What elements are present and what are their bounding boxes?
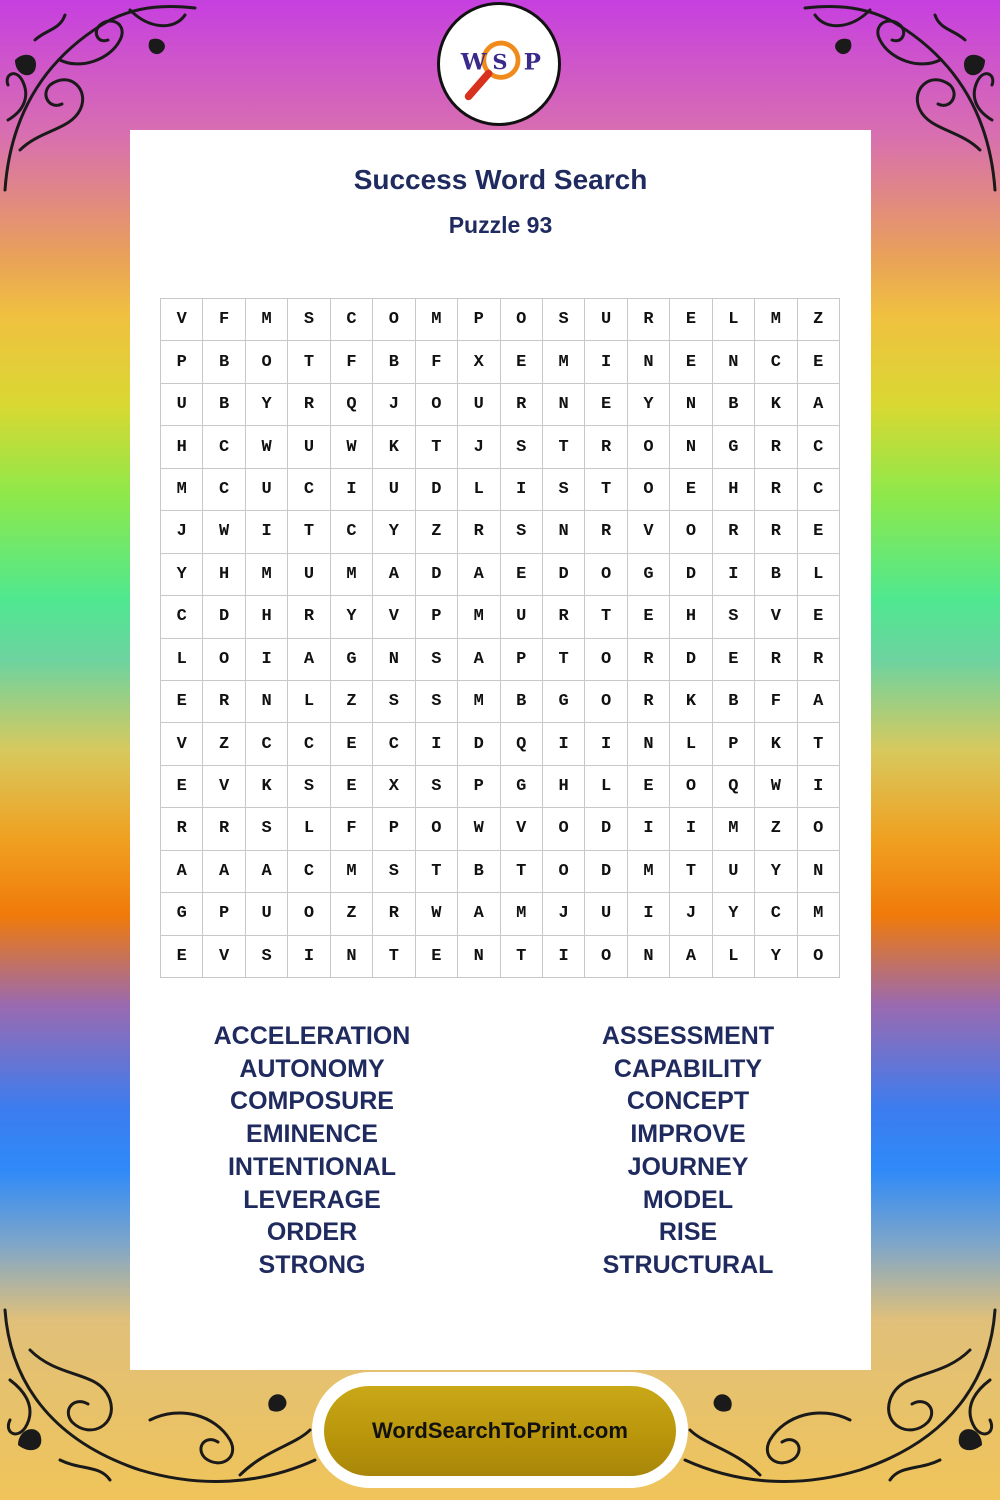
grid-cell[interactable]: P bbox=[161, 341, 203, 383]
grid-cell[interactable]: L bbox=[670, 723, 712, 765]
word-list-item: MODEL bbox=[642, 1185, 734, 1214]
grid-cell[interactable]: F bbox=[331, 808, 373, 850]
grid-cell[interactable]: V bbox=[628, 511, 670, 553]
grid-cell[interactable]: W bbox=[416, 893, 458, 935]
grid-cell[interactable]: O bbox=[246, 341, 288, 383]
grid-cell[interactable]: B bbox=[203, 384, 245, 426]
grid-cell[interactable]: Y bbox=[628, 384, 670, 426]
grid-cell[interactable]: R bbox=[713, 511, 755, 553]
word-list-left bbox=[162, 1020, 462, 1282]
site-link[interactable]: WordSearchToPrint.com bbox=[324, 1386, 676, 1476]
grid-cell[interactable]: S bbox=[501, 511, 543, 553]
grid-cell[interactable]: R bbox=[755, 639, 797, 681]
grid-cell[interactable]: S bbox=[416, 639, 458, 681]
grid-cell[interactable]: M bbox=[331, 851, 373, 893]
grid-cell[interactable]: I bbox=[585, 341, 627, 383]
grid-cell[interactable]: Y bbox=[373, 511, 415, 553]
grid-cell[interactable]: E bbox=[670, 299, 712, 341]
grid-cell[interactable]: I bbox=[628, 808, 670, 850]
grid-cell[interactable]: E bbox=[628, 596, 670, 638]
puzzle-sheet bbox=[130, 130, 871, 1370]
grid-cell[interactable]: R bbox=[628, 681, 670, 723]
grid-cell[interactable]: A bbox=[798, 384, 840, 426]
grid-cell[interactable]: N bbox=[670, 426, 712, 468]
grid-cell[interactable]: O bbox=[288, 893, 330, 935]
grid-cell[interactable]: E bbox=[161, 681, 203, 723]
grid-cell[interactable]: N bbox=[246, 681, 288, 723]
grid-cell[interactable]: Z bbox=[331, 893, 373, 935]
grid-cell[interactable]: I bbox=[543, 723, 585, 765]
grid-cell[interactable]: I bbox=[331, 469, 373, 511]
grid-cell[interactable]: C bbox=[246, 723, 288, 765]
word-list-item: COMPOSURE bbox=[230, 1087, 394, 1116]
grid-cell[interactable]: U bbox=[501, 596, 543, 638]
grid-cell[interactable]: D bbox=[670, 639, 712, 681]
grid-cell[interactable]: V bbox=[373, 596, 415, 638]
grid-cell[interactable]: F bbox=[203, 299, 245, 341]
grid-cell[interactable]: S bbox=[416, 766, 458, 808]
grid-cell[interactable]: X bbox=[458, 341, 500, 383]
grid-cell[interactable]: Z bbox=[331, 681, 373, 723]
grid-cell[interactable]: D bbox=[585, 808, 627, 850]
grid-cell[interactable]: R bbox=[203, 681, 245, 723]
grid-cell[interactable]: M bbox=[543, 341, 585, 383]
grid-cell[interactable]: R bbox=[628, 639, 670, 681]
grid-cell[interactable]: O bbox=[543, 808, 585, 850]
grid-cell[interactable]: T bbox=[373, 936, 415, 978]
grid-cell[interactable]: M bbox=[246, 299, 288, 341]
grid-cell[interactable]: D bbox=[670, 554, 712, 596]
grid-cell[interactable]: S bbox=[288, 766, 330, 808]
grid-cell[interactable]: R bbox=[543, 596, 585, 638]
grid-cell[interactable]: V bbox=[203, 936, 245, 978]
grid-cell[interactable]: K bbox=[373, 426, 415, 468]
grid-cell[interactable]: B bbox=[713, 384, 755, 426]
grid-cell[interactable]: Y bbox=[246, 384, 288, 426]
grid-cell[interactable]: A bbox=[161, 851, 203, 893]
grid-cell[interactable]: N bbox=[543, 511, 585, 553]
grid-cell[interactable]: S bbox=[373, 681, 415, 723]
grid-cell[interactable]: N bbox=[628, 723, 670, 765]
grid-cell[interactable]: L bbox=[161, 639, 203, 681]
grid-cell[interactable]: C bbox=[798, 469, 840, 511]
grid-cell[interactable]: P bbox=[416, 596, 458, 638]
grid-cell[interactable]: J bbox=[670, 893, 712, 935]
grid-cell[interactable]: C bbox=[798, 426, 840, 468]
grid-cell[interactable]: B bbox=[458, 851, 500, 893]
grid-cell[interactable]: O bbox=[670, 766, 712, 808]
grid-cell[interactable]: H bbox=[246, 596, 288, 638]
grid-cell[interactable]: T bbox=[501, 936, 543, 978]
grid-cell[interactable]: M bbox=[161, 469, 203, 511]
grid-cell[interactable]: O bbox=[798, 936, 840, 978]
grid-cell[interactable]: T bbox=[670, 851, 712, 893]
grid-cell[interactable]: A bbox=[246, 851, 288, 893]
grid-cell[interactable]: V bbox=[161, 723, 203, 765]
grid-cell[interactable]: T bbox=[288, 511, 330, 553]
grid-cell[interactable]: C bbox=[288, 469, 330, 511]
grid-cell[interactable]: E bbox=[331, 723, 373, 765]
grid-cell[interactable]: C bbox=[203, 469, 245, 511]
grid-cell[interactable]: C bbox=[288, 851, 330, 893]
grid-cell[interactable]: T bbox=[501, 851, 543, 893]
grid-cell[interactable]: C bbox=[331, 511, 373, 553]
puzzle-number: Puzzle 93 bbox=[448, 212, 553, 238]
grid-cell[interactable]: P bbox=[203, 893, 245, 935]
grid-cell[interactable]: K bbox=[755, 723, 797, 765]
grid-cell[interactable]: O bbox=[628, 426, 670, 468]
grid-cell[interactable]: R bbox=[161, 808, 203, 850]
grid-cell[interactable]: U bbox=[373, 469, 415, 511]
grid-cell[interactable]: R bbox=[501, 384, 543, 426]
grid-cell[interactable]: Z bbox=[798, 299, 840, 341]
grid-cell[interactable]: A bbox=[288, 639, 330, 681]
grid-cell[interactable]: A bbox=[373, 554, 415, 596]
grid-cell[interactable]: Y bbox=[755, 936, 797, 978]
wsp-logo[interactable] bbox=[437, 2, 561, 126]
grid-cell[interactable]: E bbox=[670, 469, 712, 511]
grid-cell[interactable]: G bbox=[713, 426, 755, 468]
grid-cell[interactable]: N bbox=[543, 384, 585, 426]
grid-cell[interactable]: O bbox=[203, 639, 245, 681]
grid-cell[interactable]: B bbox=[373, 341, 415, 383]
grid-cell[interactable]: P bbox=[373, 808, 415, 850]
grid-cell[interactable]: T bbox=[585, 469, 627, 511]
grid-cell[interactable]: Y bbox=[161, 554, 203, 596]
grid-cell[interactable]: M bbox=[458, 681, 500, 723]
word-list-right bbox=[538, 1020, 838, 1282]
grid-cell[interactable]: C bbox=[203, 426, 245, 468]
grid-cell[interactable]: H bbox=[670, 596, 712, 638]
grid-cell[interactable]: E bbox=[713, 639, 755, 681]
grid-cell[interactable]: R bbox=[755, 469, 797, 511]
grid-cell[interactable]: X bbox=[373, 766, 415, 808]
grid-cell[interactable]: L bbox=[798, 554, 840, 596]
grid-cell[interactable]: O bbox=[585, 554, 627, 596]
grid-cell[interactable]: O bbox=[628, 469, 670, 511]
footer-badge bbox=[312, 1372, 688, 1488]
word-list-item: ASSESSMENT bbox=[601, 1022, 775, 1050]
grid-cell[interactable]: E bbox=[161, 936, 203, 978]
grid-cell[interactable]: E bbox=[798, 511, 840, 553]
grid-cell[interactable]: W bbox=[331, 426, 373, 468]
grid-cell[interactable]: D bbox=[203, 596, 245, 638]
grid-cell[interactable]: R bbox=[458, 511, 500, 553]
grid-cell[interactable]: A bbox=[670, 936, 712, 978]
grid-cell[interactable]: A bbox=[458, 639, 500, 681]
grid-cell[interactable]: I bbox=[585, 723, 627, 765]
word-list-item: INTENTIONAL bbox=[227, 1152, 397, 1181]
word-list-item: ORDER bbox=[266, 1218, 358, 1247]
grid-cell[interactable]: C bbox=[373, 723, 415, 765]
word-list-item: CAPABILITY bbox=[613, 1054, 763, 1083]
grid-cell[interactable]: S bbox=[246, 936, 288, 978]
letter-grid bbox=[160, 298, 840, 978]
grid-cell[interactable]: O bbox=[543, 851, 585, 893]
grid-cell[interactable]: S bbox=[288, 299, 330, 341]
grid-cell[interactable]: O bbox=[501, 299, 543, 341]
grid-cell[interactable]: B bbox=[203, 341, 245, 383]
grid-cell[interactable]: M bbox=[246, 554, 288, 596]
grid-cell[interactable]: K bbox=[670, 681, 712, 723]
grid-cell[interactable]: O bbox=[585, 936, 627, 978]
grid-cell[interactable]: D bbox=[416, 554, 458, 596]
grid-cell[interactable]: H bbox=[543, 766, 585, 808]
grid-cell[interactable]: M bbox=[416, 299, 458, 341]
grid-cell[interactable]: I bbox=[416, 723, 458, 765]
grid-cell[interactable]: E bbox=[670, 341, 712, 383]
grid-cell[interactable]: N bbox=[373, 639, 415, 681]
grid-cell[interactable]: L bbox=[458, 469, 500, 511]
logo-letter-p: P bbox=[523, 49, 541, 76]
grid-cell[interactable]: R bbox=[798, 639, 840, 681]
grid-cell[interactable]: E bbox=[798, 596, 840, 638]
grid-cell[interactable]: W bbox=[246, 426, 288, 468]
grid-cell[interactable]: E bbox=[501, 341, 543, 383]
logo-letter-w: W bbox=[460, 49, 487, 76]
grid-cell[interactable]: L bbox=[288, 808, 330, 850]
grid-cell[interactable]: E bbox=[628, 766, 670, 808]
grid-cell[interactable]: H bbox=[713, 469, 755, 511]
grid-cell[interactable]: T bbox=[798, 723, 840, 765]
word-list-item: RISE bbox=[658, 1218, 718, 1247]
grid-cell[interactable]: R bbox=[373, 893, 415, 935]
grid-cell[interactable]: T bbox=[585, 596, 627, 638]
grid-cell[interactable]: N bbox=[670, 384, 712, 426]
grid-cell[interactable]: R bbox=[288, 596, 330, 638]
grid-cell[interactable]: U bbox=[288, 426, 330, 468]
grid-cell[interactable]: N bbox=[628, 936, 670, 978]
grid-cell[interactable]: C bbox=[288, 723, 330, 765]
grid-cell[interactable]: Y bbox=[331, 596, 373, 638]
magnifier-logo-icon bbox=[440, 5, 558, 123]
grid-cell[interactable]: K bbox=[755, 384, 797, 426]
grid-cell[interactable]: F bbox=[331, 341, 373, 383]
grid-cell[interactable]: M bbox=[628, 851, 670, 893]
grid-cell[interactable]: P bbox=[458, 766, 500, 808]
grid-cell[interactable]: V bbox=[203, 766, 245, 808]
grid-cell[interactable]: D bbox=[458, 723, 500, 765]
grid-cell[interactable]: B bbox=[755, 554, 797, 596]
grid-cell[interactable]: O bbox=[416, 808, 458, 850]
grid-cell[interactable]: O bbox=[585, 681, 627, 723]
word-list-item: STRUCTURAL bbox=[602, 1250, 774, 1279]
grid-cell[interactable]: Y bbox=[713, 893, 755, 935]
grid-cell[interactable]: I bbox=[543, 936, 585, 978]
grid-cell[interactable]: I bbox=[713, 554, 755, 596]
word-list-item: LEVERAGE bbox=[243, 1185, 381, 1214]
word-list-item: ACCELERATION bbox=[213, 1022, 411, 1050]
grid-cell[interactable]: S bbox=[246, 808, 288, 850]
grid-cell[interactable]: E bbox=[161, 766, 203, 808]
grid-cell[interactable]: Q bbox=[501, 723, 543, 765]
grid-cell[interactable]: I bbox=[246, 639, 288, 681]
grid-cell[interactable]: L bbox=[288, 681, 330, 723]
grid-cell[interactable]: R bbox=[585, 426, 627, 468]
grid-cell[interactable]: W bbox=[755, 766, 797, 808]
grid-cell[interactable]: U bbox=[585, 893, 627, 935]
grid-cell[interactable]: P bbox=[713, 723, 755, 765]
grid-cell[interactable]: B bbox=[713, 681, 755, 723]
grid-cell[interactable]: E bbox=[331, 766, 373, 808]
grid-cell[interactable]: Z bbox=[755, 808, 797, 850]
grid-cell[interactable]: C bbox=[331, 299, 373, 341]
grid-cell[interactable]: A bbox=[798, 681, 840, 723]
grid-cell[interactable]: N bbox=[798, 851, 840, 893]
grid-cell[interactable]: Z bbox=[203, 723, 245, 765]
grid-cell[interactable]: D bbox=[543, 554, 585, 596]
grid-cell[interactable]: U bbox=[246, 469, 288, 511]
word-list-item: STRONG bbox=[258, 1250, 366, 1279]
grid-cell[interactable]: M bbox=[713, 808, 755, 850]
grid-cell[interactable]: C bbox=[161, 596, 203, 638]
grid-cell[interactable]: O bbox=[416, 384, 458, 426]
grid-cell[interactable]: U bbox=[713, 851, 755, 893]
grid-cell[interactable]: R bbox=[755, 511, 797, 553]
grid-cell[interactable]: R bbox=[203, 808, 245, 850]
grid-cell[interactable]: E bbox=[798, 341, 840, 383]
grid-cell[interactable]: L bbox=[713, 936, 755, 978]
grid-cell[interactable]: W bbox=[458, 808, 500, 850]
grid-cell[interactable]: G bbox=[331, 639, 373, 681]
grid-cell[interactable]: U bbox=[161, 384, 203, 426]
grid-cell[interactable]: C bbox=[755, 341, 797, 383]
grid-cell[interactable]: S bbox=[713, 596, 755, 638]
grid-cell[interactable]: O bbox=[798, 808, 840, 850]
grid-cell[interactable]: P bbox=[501, 639, 543, 681]
grid-cell[interactable]: V bbox=[501, 808, 543, 850]
grid-cell[interactable]: E bbox=[416, 936, 458, 978]
grid-cell[interactable]: J bbox=[161, 511, 203, 553]
grid-cell[interactable]: S bbox=[543, 469, 585, 511]
grid-cell[interactable]: N bbox=[331, 936, 373, 978]
grid-cell[interactable]: H bbox=[203, 554, 245, 596]
grid-cell[interactable]: I bbox=[628, 893, 670, 935]
grid-cell[interactable]: U bbox=[458, 384, 500, 426]
grid-cell[interactable]: D bbox=[416, 469, 458, 511]
grid-cell[interactable]: G bbox=[501, 766, 543, 808]
grid-cell[interactable]: G bbox=[543, 681, 585, 723]
grid-cell[interactable]: I bbox=[670, 808, 712, 850]
grid-cell[interactable]: E bbox=[585, 384, 627, 426]
grid-cell[interactable]: S bbox=[416, 681, 458, 723]
word-list-item: EMINENCE bbox=[246, 1120, 378, 1149]
word-list-item: CONCEPT bbox=[626, 1087, 750, 1116]
grid-cell[interactable]: P bbox=[458, 299, 500, 341]
grid-cell[interactable]: M bbox=[755, 299, 797, 341]
grid-cell[interactable]: O bbox=[373, 299, 415, 341]
grid-cell[interactable]: R bbox=[585, 511, 627, 553]
grid-cell[interactable]: M bbox=[501, 893, 543, 935]
grid-cell[interactable]: N bbox=[458, 936, 500, 978]
grid-cell[interactable]: D bbox=[585, 851, 627, 893]
grid-cell[interactable]: W bbox=[203, 511, 245, 553]
grid-cell[interactable]: J bbox=[543, 893, 585, 935]
grid-cell[interactable]: H bbox=[161, 426, 203, 468]
grid-cell[interactable]: M bbox=[331, 554, 373, 596]
grid-cell[interactable]: F bbox=[755, 681, 797, 723]
grid-cell[interactable]: L bbox=[713, 299, 755, 341]
grid-cell[interactable]: T bbox=[416, 851, 458, 893]
grid-cell[interactable]: M bbox=[798, 893, 840, 935]
grid-cell[interactable]: N bbox=[628, 341, 670, 383]
grid-cell[interactable]: T bbox=[288, 341, 330, 383]
grid-cell[interactable]: J bbox=[458, 426, 500, 468]
grid-cell[interactable]: M bbox=[458, 596, 500, 638]
grid-cell[interactable]: J bbox=[373, 384, 415, 426]
grid-cell[interactable]: I bbox=[501, 469, 543, 511]
grid-cell[interactable]: T bbox=[543, 426, 585, 468]
grid-cell[interactable]: G bbox=[628, 554, 670, 596]
grid-cell[interactable]: G bbox=[161, 893, 203, 935]
grid-cell[interactable]: L bbox=[585, 766, 627, 808]
grid-cell[interactable]: F bbox=[416, 341, 458, 383]
grid-cell[interactable]: T bbox=[416, 426, 458, 468]
word-list-item: JOURNEY bbox=[627, 1152, 749, 1181]
grid-cell[interactable]: I bbox=[288, 936, 330, 978]
word-list-item: AUTONOMY bbox=[239, 1054, 385, 1083]
grid-cell[interactable]: E bbox=[501, 554, 543, 596]
page-title: Success Word Search bbox=[353, 164, 648, 195]
grid-cell[interactable]: S bbox=[543, 299, 585, 341]
grid-cell[interactable]: R bbox=[755, 426, 797, 468]
grid-cell[interactable]: Q bbox=[713, 766, 755, 808]
word-list-item: IMPROVE bbox=[630, 1120, 746, 1149]
grid-cell[interactable]: R bbox=[288, 384, 330, 426]
grid-cell[interactable]: I bbox=[246, 511, 288, 553]
grid-cell[interactable]: I bbox=[798, 766, 840, 808]
grid-cell[interactable]: S bbox=[501, 426, 543, 468]
grid-cell[interactable]: Q bbox=[331, 384, 373, 426]
grid-cell[interactable]: A bbox=[458, 554, 500, 596]
grid-cell[interactable]: U bbox=[246, 893, 288, 935]
grid-cell[interactable]: O bbox=[670, 511, 712, 553]
grid-cell[interactable]: T bbox=[543, 639, 585, 681]
grid-cell[interactable]: N bbox=[713, 341, 755, 383]
logo-letter-s: S bbox=[492, 48, 508, 74]
grid-cell[interactable]: B bbox=[501, 681, 543, 723]
grid-cell[interactable]: V bbox=[755, 596, 797, 638]
grid-cell[interactable]: U bbox=[585, 299, 627, 341]
grid-cell[interactable]: O bbox=[585, 639, 627, 681]
grid-cell[interactable]: V bbox=[161, 299, 203, 341]
grid-cell[interactable]: U bbox=[288, 554, 330, 596]
grid-cell[interactable]: R bbox=[628, 299, 670, 341]
grid-cell[interactable]: K bbox=[246, 766, 288, 808]
grid-cell[interactable]: C bbox=[755, 893, 797, 935]
grid-cell[interactable]: A bbox=[458, 893, 500, 935]
grid-cell[interactable]: A bbox=[203, 851, 245, 893]
grid-cell[interactable]: S bbox=[373, 851, 415, 893]
grid-cell[interactable]: Y bbox=[755, 851, 797, 893]
grid-cell[interactable]: Z bbox=[416, 511, 458, 553]
